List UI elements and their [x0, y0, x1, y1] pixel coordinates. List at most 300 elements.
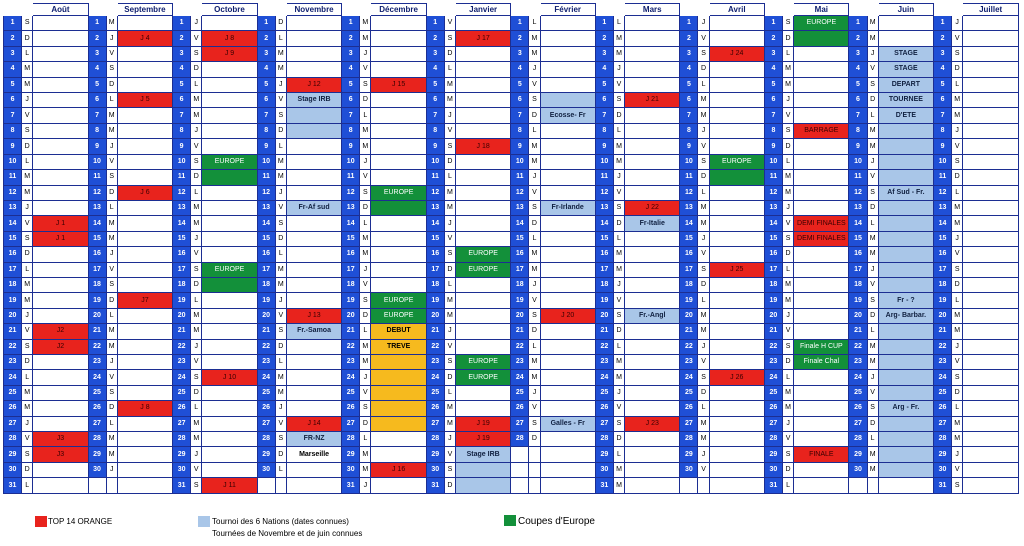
event-cell: EUROPE: [794, 16, 849, 31]
event-cell: [286, 262, 341, 277]
event-cell: [878, 385, 933, 400]
event-cell: [540, 401, 595, 416]
day-number: 11: [849, 170, 867, 185]
weekday-letter: J: [360, 46, 371, 61]
day-number: 25: [173, 385, 191, 400]
event-cell: [117, 247, 172, 262]
day-number: 3: [257, 46, 275, 61]
weekday-letter: L: [698, 77, 709, 92]
day-number: 24: [764, 370, 782, 385]
weekday-letter: M: [529, 139, 540, 154]
weekday-letter: S: [782, 231, 793, 246]
day-number: 16: [426, 247, 444, 262]
day-number: 17: [4, 262, 22, 277]
day-number: 9: [88, 139, 106, 154]
weekday-letter: D: [191, 277, 202, 292]
weekday-letter: J: [698, 16, 709, 31]
event-cell: Fr-Italie: [625, 216, 680, 231]
day-number: [680, 478, 698, 494]
weekday-letter: M: [867, 231, 878, 246]
weekday-letter: J: [613, 277, 624, 292]
weekday-letter: M: [952, 324, 963, 339]
day-number: 24: [680, 370, 698, 385]
weekday-letter: M: [529, 370, 540, 385]
weekday-letter: J: [952, 16, 963, 31]
event-cell: [202, 401, 257, 416]
event-cell: [202, 123, 257, 138]
weekday-letter: M: [22, 385, 33, 400]
event-cell: EUROPE: [456, 262, 511, 277]
event-cell: [117, 170, 172, 185]
weekday-letter: D: [360, 93, 371, 108]
weekday-letter: L: [191, 185, 202, 200]
event-cell: [963, 31, 1019, 46]
day-number: 27: [342, 416, 360, 431]
day-number: 25: [595, 385, 613, 400]
event-cell: [456, 385, 511, 400]
day-number: 13: [342, 200, 360, 215]
weekday-letter: L: [22, 154, 33, 169]
header-spacer: [342, 4, 371, 16]
event-cell: [963, 401, 1019, 416]
event-cell: J 14: [286, 416, 341, 431]
day-number: 10: [934, 154, 952, 169]
weekday-letter: V: [698, 462, 709, 477]
event-cell: [286, 139, 341, 154]
day-number: 23: [849, 354, 867, 369]
day-number: 22: [173, 339, 191, 354]
event-cell: [709, 385, 764, 400]
event-cell: D'ETE: [878, 108, 933, 123]
day-number: 23: [257, 354, 275, 369]
weekday-letter: D: [106, 293, 117, 308]
event-cell: [794, 139, 849, 154]
day-row: [4, 324, 1019, 339]
event-cell: [625, 108, 680, 123]
weekday-letter: J: [613, 62, 624, 77]
weekday-letter: D: [22, 354, 33, 369]
weekday-letter: M: [529, 46, 540, 61]
event-cell: [625, 123, 680, 138]
event-cell: J 15: [371, 77, 426, 92]
day-number: 11: [680, 170, 698, 185]
day-number: 13: [511, 200, 529, 215]
day-number: 23: [934, 354, 952, 369]
day-number: 16: [342, 247, 360, 262]
weekday-letter: D: [106, 185, 117, 200]
event-cell: [371, 16, 426, 31]
weekday-letter: V: [22, 216, 33, 231]
event-cell: [625, 293, 680, 308]
weekday-letter: J: [275, 401, 286, 416]
day-number: 31: [173, 478, 191, 494]
weekday-letter: J: [22, 308, 33, 323]
day-number: 5: [511, 77, 529, 92]
weekday-letter: M: [444, 93, 455, 108]
weekday-letter: J: [191, 447, 202, 462]
day-number: 4: [88, 62, 106, 77]
weekday-letter: M: [613, 46, 624, 61]
event-cell: [117, 216, 172, 231]
event-cell: [540, 293, 595, 308]
weekday-letter: L: [782, 370, 793, 385]
weekday-letter: M: [22, 401, 33, 416]
event-cell: [963, 370, 1019, 385]
day-number: 15: [257, 231, 275, 246]
weekday-letter: L: [191, 77, 202, 92]
event-cell: [963, 108, 1019, 123]
day-row: [4, 416, 1019, 431]
day-number: 10: [173, 154, 191, 169]
day-row: [4, 108, 1019, 123]
day-number: 9: [4, 139, 22, 154]
day-row: [4, 293, 1019, 308]
weekday-letter: M: [275, 62, 286, 77]
weekday-letter: L: [952, 401, 963, 416]
day-number: 14: [849, 216, 867, 231]
day-number: 21: [426, 324, 444, 339]
day-number: 20: [173, 308, 191, 323]
day-number: 12: [426, 185, 444, 200]
day-number: 20: [4, 308, 22, 323]
day-number: 28: [342, 432, 360, 447]
day-number: 19: [595, 293, 613, 308]
day-number: 10: [4, 154, 22, 169]
weekday-letter: L: [952, 185, 963, 200]
day-number: 26: [88, 401, 106, 416]
event-cell: [371, 62, 426, 77]
weekday-letter: [529, 447, 540, 462]
day-number: 3: [934, 46, 952, 61]
day-number: 10: [342, 154, 360, 169]
event-cell: [456, 401, 511, 416]
legend-label-europe: Coupes d'Europe: [518, 516, 595, 527]
day-number: 2: [764, 31, 782, 46]
day-number: 4: [595, 62, 613, 77]
event-cell: [709, 200, 764, 215]
event-cell: [963, 324, 1019, 339]
event-cell: J 4: [117, 31, 172, 46]
event-cell: [286, 401, 341, 416]
day-number: 3: [849, 46, 867, 61]
event-cell: [202, 216, 257, 231]
weekday-letter: L: [867, 432, 878, 447]
day-number: 29: [342, 447, 360, 462]
month-header: Juin: [878, 4, 933, 16]
event-cell: [202, 200, 257, 215]
day-number: 27: [595, 416, 613, 431]
weekday-letter: S: [22, 16, 33, 31]
weekday-letter: J: [22, 200, 33, 215]
day-number: 22: [4, 339, 22, 354]
weekday-letter: J: [867, 262, 878, 277]
day-number: 11: [88, 170, 106, 185]
day-number: 15: [4, 231, 22, 246]
day-number: 17: [88, 262, 106, 277]
legend-swatch-europe: [504, 515, 516, 526]
weekday-letter: M: [444, 293, 455, 308]
day-row: [4, 62, 1019, 77]
event-cell: Stage IRB: [456, 447, 511, 462]
day-number: 23: [680, 354, 698, 369]
event-cell: J 1: [33, 216, 88, 231]
event-cell: [33, 354, 88, 369]
event-cell: J 9: [202, 46, 257, 61]
event-cell: [878, 200, 933, 215]
day-number: 28: [849, 432, 867, 447]
event-cell: [286, 247, 341, 262]
event-cell: [286, 216, 341, 231]
day-number: 8: [257, 123, 275, 138]
weekday-letter: L: [275, 139, 286, 154]
day-number: 30: [173, 462, 191, 477]
event-cell: DEMI FINALES: [794, 216, 849, 231]
event-cell: [625, 462, 680, 477]
day-number: 23: [426, 354, 444, 369]
event-cell: [709, 185, 764, 200]
event-cell: [117, 385, 172, 400]
event-cell: [625, 339, 680, 354]
weekday-letter: S: [867, 185, 878, 200]
event-cell: [286, 231, 341, 246]
day-row: [4, 16, 1019, 31]
weekday-letter: J: [106, 247, 117, 262]
event-cell: J2: [33, 324, 88, 339]
event-cell: [371, 432, 426, 447]
day-number: 24: [4, 370, 22, 385]
event-cell: [33, 293, 88, 308]
day-number: 30: [934, 462, 952, 477]
weekday-letter: J: [275, 293, 286, 308]
weekday-letter: M: [360, 16, 371, 31]
weekday-letter: M: [782, 277, 793, 292]
event-cell: [625, 77, 680, 92]
day-number: 8: [934, 123, 952, 138]
weekday-letter: M: [275, 154, 286, 169]
weekday-letter: M: [867, 462, 878, 477]
event-cell: [625, 447, 680, 462]
event-cell: [286, 478, 341, 494]
day-row: [4, 354, 1019, 369]
weekday-letter: M: [867, 247, 878, 262]
weekday-letter: D: [22, 139, 33, 154]
day-number: 1: [88, 16, 106, 31]
event-cell: [963, 62, 1019, 77]
day-number: 23: [511, 354, 529, 369]
day-number: 21: [173, 324, 191, 339]
day-number: 20: [849, 308, 867, 323]
weekday-letter: D: [952, 277, 963, 292]
event-cell: [202, 385, 257, 400]
day-number: 12: [934, 185, 952, 200]
event-cell: [794, 31, 849, 46]
month-header: Septembre: [117, 4, 172, 16]
event-cell: [540, 123, 595, 138]
event-cell: J3: [33, 447, 88, 462]
event-cell: [878, 31, 933, 46]
weekday-letter: M: [529, 154, 540, 169]
weekday-letter: M: [22, 170, 33, 185]
event-cell: [878, 123, 933, 138]
day-row: [4, 139, 1019, 154]
event-cell: [117, 46, 172, 61]
event-cell: [33, 154, 88, 169]
day-number: 22: [934, 339, 952, 354]
day-number: 5: [426, 77, 444, 92]
event-cell: [117, 462, 172, 477]
event-cell: Af Sud - Fr.: [878, 185, 933, 200]
event-cell: [540, 231, 595, 246]
weekday-letter: L: [360, 216, 371, 231]
weekday-letter: S: [360, 185, 371, 200]
event-cell: J 23: [625, 416, 680, 431]
day-number: 14: [680, 216, 698, 231]
day-number: 9: [595, 139, 613, 154]
event-cell: [963, 247, 1019, 262]
weekday-letter: D: [952, 385, 963, 400]
weekday-letter: J: [782, 93, 793, 108]
day-number: 1: [173, 16, 191, 31]
event-cell: [963, 416, 1019, 431]
legend-swatch-six-nations: [198, 516, 210, 527]
event-cell: EUROPE: [371, 293, 426, 308]
event-cell: [540, 170, 595, 185]
day-number: 26: [849, 401, 867, 416]
event-cell: FINALE: [794, 447, 849, 462]
event-cell: [456, 293, 511, 308]
weekday-letter: D: [698, 62, 709, 77]
day-number: 21: [511, 324, 529, 339]
event-cell: [709, 216, 764, 231]
day-number: 5: [849, 77, 867, 92]
weekday-letter: L: [444, 62, 455, 77]
event-cell: [625, 231, 680, 246]
event-cell: [117, 262, 172, 277]
event-cell: [878, 447, 933, 462]
day-number: 10: [88, 154, 106, 169]
weekday-letter: S: [22, 123, 33, 138]
day-number: 26: [426, 401, 444, 416]
weekday-letter: M: [613, 478, 624, 494]
day-number: 15: [511, 231, 529, 246]
weekday-letter: L: [275, 354, 286, 369]
weekday-letter: S: [613, 200, 624, 215]
weekday-letter: V: [529, 185, 540, 200]
weekday-letter: M: [613, 262, 624, 277]
event-cell: [456, 462, 511, 477]
day-number: 22: [680, 339, 698, 354]
weekday-letter: S: [191, 154, 202, 169]
event-cell: [33, 247, 88, 262]
weekday-letter: M: [613, 247, 624, 262]
day-number: 9: [257, 139, 275, 154]
event-cell: [371, 139, 426, 154]
weekday-letter: L: [952, 293, 963, 308]
day-number: 16: [257, 247, 275, 262]
day-number: 22: [342, 339, 360, 354]
day-number: 21: [849, 324, 867, 339]
day-number: 2: [934, 31, 952, 46]
event-cell: [709, 401, 764, 416]
event-cell: [625, 139, 680, 154]
day-number: 29: [426, 447, 444, 462]
header-spacer: [934, 4, 963, 16]
day-number: 26: [511, 401, 529, 416]
day-number: 29: [680, 447, 698, 462]
weekday-letter: D: [360, 416, 371, 431]
event-cell: [33, 385, 88, 400]
weekday-letter: S: [952, 154, 963, 169]
weekday-letter: M: [867, 339, 878, 354]
day-number: 6: [849, 93, 867, 108]
weekday-letter: S: [106, 62, 117, 77]
event-cell: [202, 447, 257, 462]
day-number: 29: [595, 447, 613, 462]
weekday-letter: L: [529, 123, 540, 138]
day-number: 1: [764, 16, 782, 31]
day-number: 16: [173, 247, 191, 262]
weekday-letter: J: [529, 385, 540, 400]
day-number: 6: [511, 93, 529, 108]
weekday-letter: J: [191, 123, 202, 138]
event-cell: [33, 277, 88, 292]
day-number: 26: [173, 401, 191, 416]
event-cell: J 25: [709, 262, 764, 277]
day-number: 3: [511, 46, 529, 61]
event-cell: [794, 308, 849, 323]
event-cell: [371, 370, 426, 385]
day-number: 29: [173, 447, 191, 462]
weekday-letter: L: [360, 432, 371, 447]
weekday-letter: L: [698, 401, 709, 416]
day-number: 16: [680, 247, 698, 262]
weekday-letter: D: [444, 478, 455, 494]
weekday-letter: J: [613, 385, 624, 400]
event-cell: [33, 77, 88, 92]
weekday-letter: V: [106, 46, 117, 61]
event-cell: [963, 432, 1019, 447]
day-number: 4: [680, 62, 698, 77]
day-number: 18: [511, 277, 529, 292]
day-number: 11: [342, 170, 360, 185]
event-cell: [878, 262, 933, 277]
event-cell: J 8: [117, 401, 172, 416]
day-number: 29: [934, 447, 952, 462]
weekday-letter: L: [529, 231, 540, 246]
day-number: 24: [426, 370, 444, 385]
day-number: 23: [342, 354, 360, 369]
weekday-letter: M: [191, 93, 202, 108]
day-number: 21: [595, 324, 613, 339]
event-cell: [117, 354, 172, 369]
event-cell: [625, 31, 680, 46]
day-number: 13: [595, 200, 613, 215]
event-cell: EUROPE: [709, 154, 764, 169]
day-number: 10: [595, 154, 613, 169]
weekday-letter: M: [698, 200, 709, 215]
day-number: 5: [88, 77, 106, 92]
day-number: 25: [4, 385, 22, 400]
weekday-letter: M: [613, 354, 624, 369]
event-cell: [625, 385, 680, 400]
day-number: 17: [934, 262, 952, 277]
day-row: [4, 154, 1019, 169]
day-number: 8: [511, 123, 529, 138]
weekday-letter: [529, 462, 540, 477]
weekday-letter: D: [613, 324, 624, 339]
day-number: 22: [426, 339, 444, 354]
day-number: 5: [257, 77, 275, 92]
